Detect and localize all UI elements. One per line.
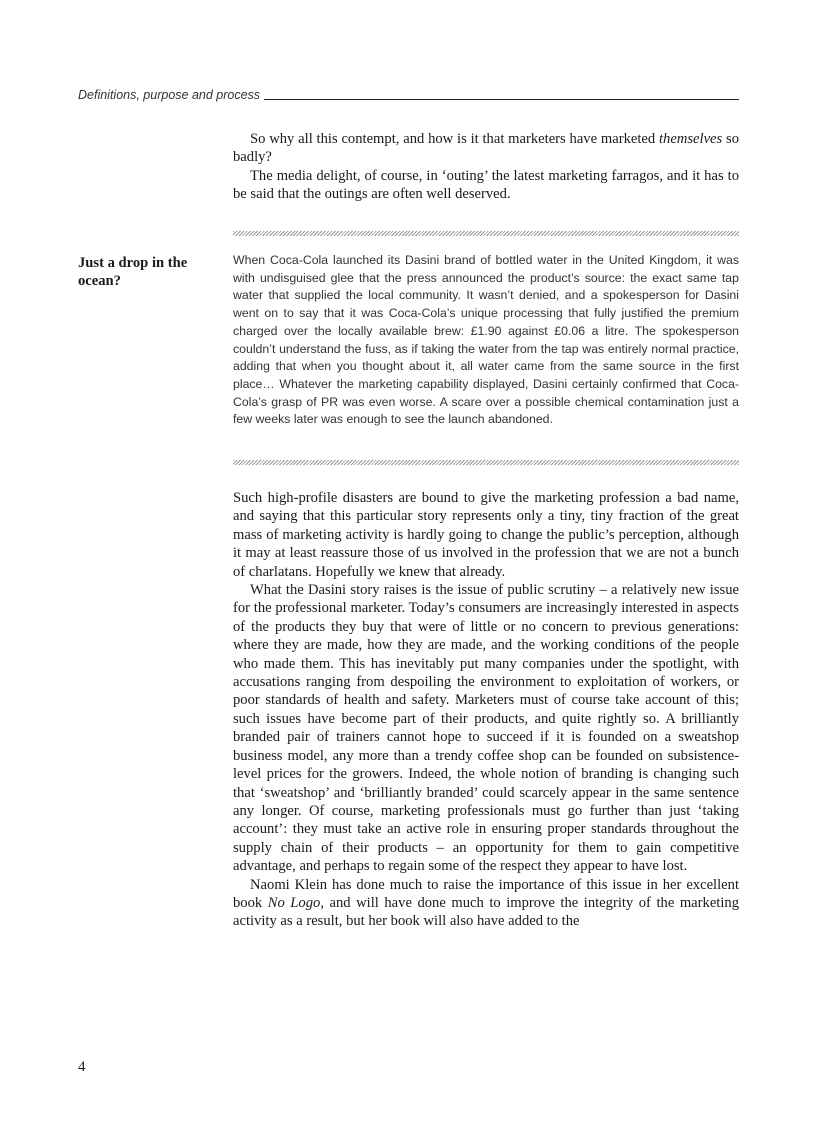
main-paragraph-1: Such high-profile disasters are bound to give the marketing profession a bad name, and saying that this particular story represents only a tiny, tiny fraction of the great mass of marketing activity is hardly going to change the public’s perception, although it may at least reassure those of us involved in the profession that we are not a bunch of charlatans. Hopefully we knew that already. <box>233 490 739 580</box>
main-paragraph-2: What the Dasini story raises is the issue of public scrutiny – a relatively new issue for the professional marketer. Today’s consumers are increasingly interested in aspects of the products they buy that were of little or no concern to previous generations: where they are made, how they are made, and the working conditions of the people who made them. This has inevitably put many companies under the spotlight, with accusations ranging from despoiling the environment to exploitation of workers, or poor standards of health and safety. Marketers must of course take account of this; such issues have become part of their products, and quite rightly so. A brilliantly branded pair of trainers cannot hope to succeed if it is founded on a sweatshop business model, any more than a trendy coffee shop can be founded on subsistence-level prices for the growers. Indeed, the whole notion of branding is changing such that ‘sweatshop’ and ‘brilliantly branded’ could scarcely appear in the same sentence any longer. Of course, marketing professionals must go further than just ‘taking account’: they must take an active role in ensuring proper standards throughout the supply chain of their products – an opportunity for them to gain competitive advantage, and perhaps to regain some of the respect they appear to have lost. <box>233 582 739 875</box>
intro-paragraph-2: The media delight, of course, in ‘outing’ the latest marketing farragos, and it has to be said that the outings are often well deserved. <box>233 167 739 203</box>
book-title-no-logo: No Logo <box>267 894 321 911</box>
case-study-text: When Coca-Cola launched its Dasini brand of bottled water in the United Kingdom, it was with undisguised glee that the press announced the product’s source: the exact same tap water that supplied the local community. It wasn’t denied, and a spokesperson for Dasini went on to say that it was Coca-Cola’s unique processing that fully justified the premium charged over the locally available brew: £1.90 against £0.06 a litre. The spokesperson couldn’t understand the fuss, as if taking the water from the tap was entirely normal practice, adding that when you thought about it, all water came from the same source in the first place… Whatever the marketing capability displayed, Dasini certainly confirmed that Coca-Cola’s grasp of PR was even worse. A scare over a possible chemical contamination just a few weeks later was enough to see the launch abandoned. <box>233 253 739 427</box>
header-rule <box>264 99 739 100</box>
case-study-title: Just a drop in the ocean? <box>78 255 188 290</box>
emphasis-themselves: themselves <box>658 131 723 147</box>
page-number: 4 <box>78 1059 86 1075</box>
intro-paragraph-1: So why all this contempt, and how is it that marketers have marketed themselves so badly? <box>233 131 739 166</box>
running-header <box>78 88 739 102</box>
running-header-title: Definitions, purpose and process <box>78 88 261 102</box>
case-study-top-rule <box>233 231 739 236</box>
intro-text <box>233 130 739 204</box>
main-paragraph-3: Naomi Klein has done much to raise the importance of this issue in her excellent book No Logo, and will have done much to improve the integrity of the marketing activity as a result, but her book will also have added to the <box>233 876 739 930</box>
case-study-box <box>233 252 739 429</box>
case-study-bottom-rule <box>233 460 739 465</box>
main-text <box>233 489 739 931</box>
